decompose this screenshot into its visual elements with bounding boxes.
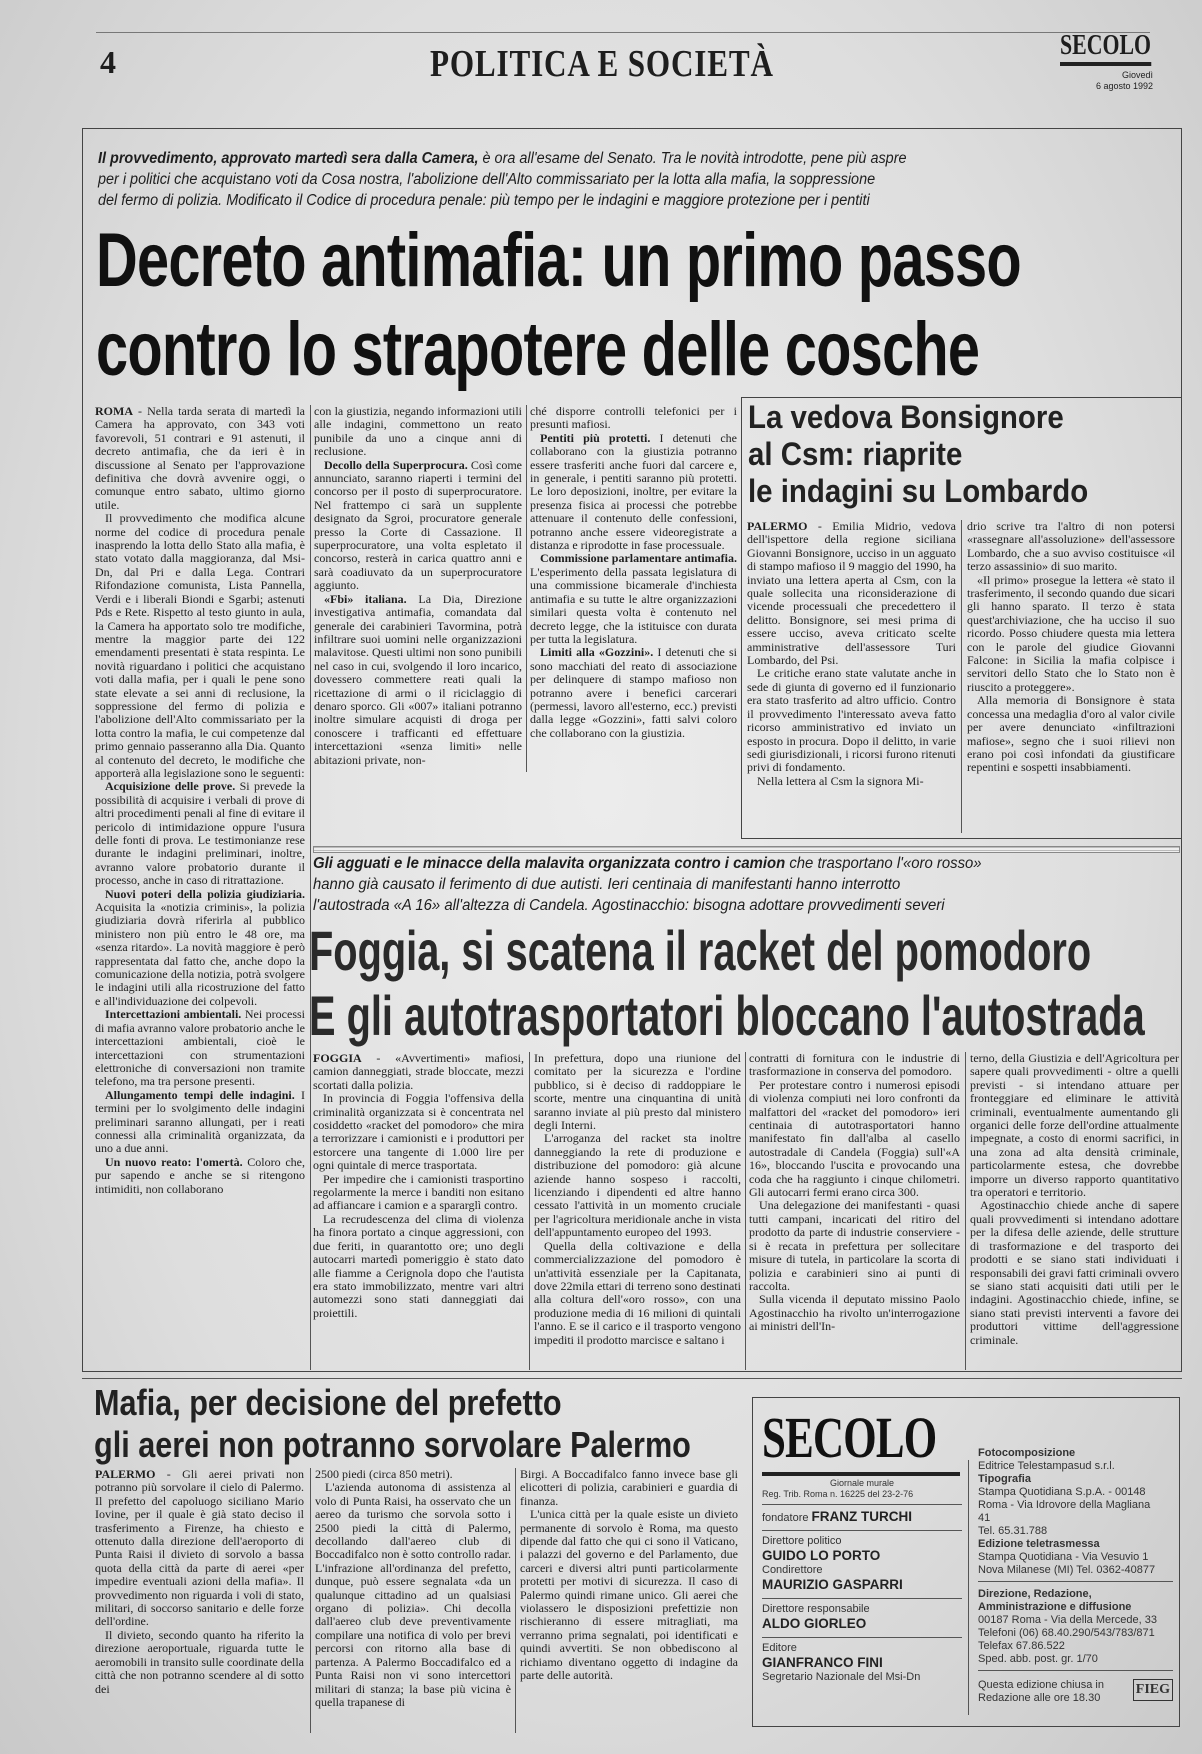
- foggia-column-4: [970, 1052, 1179, 1370]
- paragraph-lead: Limiti alla «Gozzini».: [540, 645, 654, 660]
- paragraph: [967, 574, 1175, 695]
- paragraph: [967, 694, 1175, 774]
- paragraph-text: In prefettura, dopo una riunione del comitato per la sicurezza e l'ordine pubblico, si è deciso di raddoppiare le scorte, mentre una cinquantina di unità saranno inviate al più presto dal ministero degli Interni.: [534, 1052, 741, 1133]
- bonsignore-column-1: [747, 520, 956, 833]
- paragraph: [749, 1293, 960, 1333]
- staff-responsible-director: [762, 1599, 962, 1638]
- colophon-logo: SECOLO: [762, 1405, 937, 1470]
- paragraph-text: ché disporre controlli telefonici per i presunti mafiosi.: [530, 405, 737, 432]
- kicker-line: che trasportano l'«oro rosso»: [785, 855, 982, 872]
- staff-founder: [762, 1505, 962, 1531]
- paragraph: [95, 405, 305, 512]
- staff-name: ALDO GIORLEO: [762, 1616, 867, 1631]
- headline-line: La vedova Bonsignore: [748, 399, 1064, 435]
- paragraph: [313, 1092, 524, 1172]
- headline-line: gli aerei non potranno sorvolare Palermo: [94, 1424, 691, 1465]
- palermo-column-1: [95, 1468, 304, 1733]
- paragraph-text: La recrudescenza del clima di violenza ha finora portato a cinque aggressioni, con due feriti, in quarantotto ore; uno degli autocarri martedì pomeriggio è stato dato alle fiamme a Cerignola dopo che l'autista era stato immobilizzato, mentre vari altri automezzi sono stati danneggiati dai proiettili.: [313, 1211, 524, 1320]
- page-number: 4: [100, 44, 116, 80]
- paragraph-lead: FOGGIA: [313, 1052, 362, 1065]
- column-divider: [515, 1468, 516, 1733]
- credit-offices: [978, 1582, 1173, 1671]
- paragraph-text: Si prevede la possibilità di acquisire i verbali di prove di altri procedimenti penali al fine di evitare il pericolo di intimidazione oppure l'usura delle fonti di prova. Le testimonianze rese durante le indagini preliminari, inoltre, avranno valore probatorio durante il processo, anche in caso di ritrattazione.: [95, 779, 305, 888]
- kicker-line: è ora all'esame del Senato. Tra le novità introdotte, pene più aspre: [478, 150, 907, 167]
- credit-line: Tel. 65.31.788: [978, 1525, 1048, 1537]
- paragraph-text: con la giustizia, negando informazioni utili alle indagini, commettono un reato punibile da uno a cinque anni di reclusione.: [314, 405, 522, 459]
- paragraph-lead: PALERMO: [95, 1468, 156, 1481]
- staff-name: MAURIZIO GASPARRI: [762, 1577, 903, 1592]
- credit-title: Edizione teletrasmessa: [978, 1538, 1100, 1550]
- paragraph-text: Alla memoria di Bonsignore è stata concessa una medaglia d'oro al valor civile per avere denunciato «infiltrazioni mafiose», segno che i suoi rilievi non erano poi così infondati da giustificare repentini e sospetti insabbiamenti.: [967, 693, 1175, 775]
- paragraph: [530, 432, 737, 553]
- paragraph-text: Nei processi di mafia avranno valore probatorio anche le intercettazioni ambientali, cioè le intercettazioni con strumentazioni elettroniche di conversazioni non tramite telefono, ma tra persone presenti.: [95, 1007, 305, 1089]
- paragraph: [970, 1052, 1179, 1199]
- paragraph-lead: Commissione parlamentare antimafia.: [540, 551, 737, 566]
- staff-political-director: [762, 1531, 962, 1599]
- paragraph: [95, 1468, 304, 1629]
- paragraph-text: «Il primo» prosegue la lettera «è stato il trasferimento, il secondo quando due sicari gli hanno sparato. Il terzo è stata quest'archiviazione, che ha ucciso il suo ricordo. Posso chiudere questa mia lettera con le parole del giudice Giovanni Falcone: in Sicilia la mafia colpisce i servitori dello Stato che lo Stato non è riuscito a proteggere».: [967, 572, 1175, 694]
- staff-note: Segretario Nazionale del Msi-Dn: [762, 1671, 921, 1683]
- kicker-line: hanno già causato il ferimento di due autisti. Ieri centinaia di manifestanti hanno interrotto: [313, 876, 901, 893]
- foggia-column-2: [534, 1052, 741, 1370]
- credit-title: Direzione, Redazione, Amministrazione e diffusione: [978, 1588, 1132, 1613]
- paragraph: [95, 1008, 305, 1088]
- colophon-left: [762, 1404, 962, 1684]
- paragraph-text: - «Avvertimenti» mafiosi, camion danneggiati, strade bloccate, mezzi scortati dalla polizia.: [313, 1052, 524, 1092]
- top-rule: [96, 32, 1150, 33]
- paragraph-text: I termini per lo svolgimento delle indagini preliminari saranno allungati, per i reati connessi alla criminalità organizzata, da uno a due anni.: [95, 1087, 305, 1156]
- paragraph-text: Così come annunciato, saranno riaperti i termini del concorso per il posto di superprocuratore. Nel frattempo ci sarà un supplente designato da Sgroi, procuratore generale presso la Corte di Cassazione. Il superprocuratore, una volta espletato il concorso, resterà in carica quattro anni e sarà coadiuvato da un superprocuratore aggiunto.: [314, 457, 522, 593]
- paragraph-text: Una delegazione dei manifestanti - quasi tutti campani, incaricati del ritiro del prodotto da parte di industrie conserviere - si è recata in prefettura per sollecitare misure di tutela, in particolare la scorta di polizia e carabinieri sino ai punti di raccolta.: [749, 1198, 960, 1293]
- credit-title: Tipografia: [978, 1473, 1031, 1485]
- logo-underline: [762, 1472, 960, 1476]
- headline-line: contro lo strapotere delle cosche: [96, 307, 980, 392]
- paragraph: [749, 1199, 960, 1293]
- closing-note: [978, 1671, 1173, 1705]
- paragraph-text: Agostinacchio chiede anche di sapere quali provvedimenti si intendano adottare per la difesa delle aziende, delle strutture di trasformazione e del trasporto dei prodotti e se siano stati individuati i responsabili dei gravi fatti criminali ovvero se siano stati acquisiti dati utili per le indagini. Agostinacchio chiede, infine, se siano stati previsti interventi a favore dei produttori vittime dell'aggressione criminale.: [970, 1198, 1179, 1347]
- lead-column-2: [314, 405, 522, 772]
- credit-line: Sped. abb. post. gr. 1/70: [978, 1653, 1098, 1665]
- paragraph-text: Nella lettera al Csm la signora Mi-: [757, 773, 924, 788]
- staff-role: Editore: [762, 1642, 797, 1654]
- palermo-column-3: [520, 1468, 738, 1733]
- kicker-line: del fermo di polizia. Modificato il Codice di procedura penale: più tempo per le indagini e maggiore protezione per i pentiti: [98, 192, 870, 209]
- paragraph-lead: Acquisizione delle prove.: [105, 779, 236, 794]
- paragraph-text: L'esperimento della passata legislatura di una commissione bicamerale d'inchiesta antimafia e su tutte le altre organizzazioni similari questa volta è contenuto nel decreto legge, che la istituisce con durata per tutta la legislatura.: [530, 564, 737, 646]
- kicker-lead: Gli agguati e le minacce della malavita organizzata contro i camion: [313, 855, 786, 872]
- colophon-subtitle: Giornale murale: [829, 1478, 895, 1488]
- paragraph-text: - Nella tarda serata di martedì la Camera ha approvato, con 343 voti favorevoli, 51 contrari e 91 astenuti, il decreto antimafia, che da ieri è in discussione al Senato per l'approvazione definitiva che dovrà avvenire oggi, o comunque entro sabato, ultimo giorno utile.: [95, 405, 305, 512]
- weekday: Giovedì: [1121, 70, 1153, 80]
- credit-line: Telefax 67.86.522: [978, 1640, 1065, 1652]
- paragraph: [747, 520, 956, 667]
- credit-line: 41: [978, 1512, 991, 1524]
- paragraph-text: In provincia di Foggia l'offensiva della criminalità organizzata si è concentrata nel cosiddetto «racket del pomodoro» che mira a terrorizzare i camionisti e i produttori per estorcere una tangente di 1.000 lire per ogni quintale di merce trasportata.: [313, 1091, 524, 1173]
- paragraph: [95, 1089, 305, 1156]
- paragraph: [314, 405, 522, 459]
- kicker-lead: Il provvedimento, approvato martedì sera dalla Camera,: [98, 150, 479, 167]
- bonsignore-column-2: [967, 520, 1175, 833]
- paragraph-text: - Emilia Midrio, vedova dell'ispettore della regione siciliana Giovanni Bonsignore, ucciso in un agguato di stampo mafioso il 9 maggio del 1990, ha inviato una lettera aperta al Csm, con la quale sollecita una riconsiderazione di vicende processuali che precedettero il delitto. Bonsignore, sei mesi prima di essere ucciso, aveva criticato scelte amministrative dell'assessore Turi Lombardo, del Psi.: [747, 520, 956, 668]
- paragraph-lead: «Fbi» italiana.: [324, 591, 407, 606]
- paragraph-text: I detenuti che collaborano con la giustizia potranno essere trasferiti anche fuori dal carcere e, in generale, i pentiti saranno più protetti. Le loro deposizioni, inoltre, per evitare la presenza fisica ai processi che potrebbe attenuare il contenuto delle confessioni, potranno anche essere videoregistrate a distanza e riprodotte in fase processuale.: [530, 430, 737, 553]
- kicker-line: l'autostrada «A 16» all'altezza di Candela. Agostinacchio: bisogna adottare provvedimenti severi: [313, 897, 945, 914]
- column-divider: [310, 1468, 311, 1733]
- separator-band: [313, 846, 1180, 853]
- paragraph-lead: ROMA: [95, 405, 133, 418]
- paragraph-text: drio scrive tra l'altro di non potersi «rassegnare all'assoluzione» dell'assessore Lombardo, che a suo avviso costituisce «il terzo assassinio» di suo marito.: [967, 520, 1175, 574]
- staff-role: fondatore: [762, 1512, 809, 1524]
- section-rule: [82, 1378, 1182, 1379]
- paragraph-text: terno, della Giustizia e dell'Agricoltura per sapere quali provvedimenti - oltre a quelli previsti - si intendano attuare per fronteggiare ed eliminare le attività criminali, eventualmente aumentando gli organici delle forze dell'ordine attualmente impegnate, a costo di enormi sacrifici, in una zona ad alta densità criminale, particolarmente estesa, che dovrebbe imporre un diverso rapporto quantitativo tra operatori e territorio.: [970, 1052, 1179, 1200]
- column-divider: [529, 1052, 530, 1370]
- credit-line: Telefoni (06) 68.40.290/543/783/871: [978, 1627, 1155, 1639]
- paragraph: [534, 1132, 741, 1239]
- staff-name: GIANFRANCO FINI: [762, 1655, 883, 1670]
- closing-text: [978, 1679, 1104, 1705]
- paragraph: [315, 1481, 511, 1709]
- foggia-column-1: [313, 1052, 524, 1370]
- paragraph-text: L'unica città per la quale esiste un divieto permanente di sorvolo è Roma, ma questo dipende dal fatto che qui ci sono il Vaticano, i palazzi del governo e del Parlamento, due carceri e diversi altri punti particolarmente protetti per motivi di sicurezza. Il caso di Palermo quindi rimane unico. Gli aerei che violassero le disposizioni prefettizie non rischieranno di essere mitragliati, ma verranno prima segnalati, poi identificati e quindi avvertiti. Se non obbediscono al richiamo diventano oggetto di indagine da parte delle autorità.: [520, 1507, 738, 1683]
- paragraph: [520, 1468, 738, 1508]
- paragraph: [747, 775, 956, 788]
- paragraph-text: 2500 piedi (circa 850 metri).: [315, 1468, 453, 1481]
- paragraph-text: Sulla vicenda il deputato missino Paolo Agostinacchio ha rivolto un'interrogazione ai ministri dell'In-: [749, 1292, 960, 1334]
- paragraph: [314, 593, 522, 767]
- paragraph: [315, 1468, 511, 1481]
- paragraph: [749, 1052, 960, 1079]
- column-divider: [526, 405, 527, 772]
- paragraph: [520, 1508, 738, 1682]
- credit-printing: [978, 1473, 1173, 1538]
- paragraph-lead: Nuovi poteri della polizia giudiziaria.: [105, 886, 305, 901]
- paragraph-text: Per protestare contro i numerosi episodi di violenza compiuti nei loro confronti da malfattori del «racket del pomodoro» ieri centinaia di autotrasportatori hanno manifestato fin dall'alba al casello autostradale di Candela (Foggia) sull'«A 16», bloccando l'uscita e provocando una coda che ha raggiunto i cinque chilometri. Gli autocarri fermi erano circa 300.: [749, 1077, 960, 1200]
- staff-role: Direttore responsabile: [762, 1603, 870, 1615]
- lead-column-3: [530, 405, 737, 772]
- paragraph-text: L'azienda autonoma di assistenza al volo di Punta Raisi, ha osservato che un aereo da turismo che sorvola sotto i 2500 piedi la città di Palermo, decollando dall'aereo club di Boccadifalco non è sotto controllo radar. L'infrazione all'ordinanza del prefetto, dunque, può essere segnalata «da un qualunque cittadino ad un qualsiasi organo di polizia». Chi decolla dall'aereo club deve preventivamente compilare una notifica di volo per brevi percorsi con ritorno alla base di partenza. A Palermo Boccadifalco ed a Punta Raisi non vi sono intercettori militari di stanza; la base più vicina è quella trapanese di: [315, 1480, 511, 1709]
- paragraph-lead: Decollo della Superprocura.: [324, 457, 468, 472]
- paragraph: [95, 1629, 304, 1696]
- colophon-registration: Reg. Trib. Roma n. 16225 del 23-2-76: [762, 1489, 962, 1505]
- foggia-column-3: [749, 1052, 960, 1370]
- section-title: POLITICA E SOCIETÀ: [430, 43, 774, 85]
- paragraph-lead: Pentiti più protetti.: [540, 430, 651, 445]
- paragraph: [313, 1213, 524, 1320]
- staff-name: FRANZ TURCHI: [811, 1509, 913, 1524]
- lead-headline: [96, 216, 1021, 394]
- headline-line: le indagini su Lombardo: [748, 473, 1089, 509]
- paragraph: [747, 667, 956, 774]
- colophon-right: [978, 1447, 1173, 1705]
- paragraph-text: Acquisita la «notizia criminis», la polizia giudiziaria dovrà riferirla al pubblico ministero non più entro le 48 ore, ma «senza ritardo». La novità maggiore è però rappresentata dal fatto che, anche dopo la comunicazione della notizia, potrà svolgere le indagini utili alla ricostruzione del fatto e all'individuazione dei colpevoli.: [95, 900, 305, 1008]
- credit-line: 00187 Roma - Via della Mercede, 33: [978, 1614, 1157, 1626]
- credit-line: Nova Milanese (MI) Tel. 0362-40877: [978, 1564, 1156, 1576]
- credit-line: Roma - Via Idrovore della Magliana: [978, 1499, 1151, 1511]
- paragraph-text: contratti di fornitura con le industrie di trasformazione in conserva del pomodoro.: [749, 1052, 960, 1079]
- lead-column-1: [95, 405, 305, 1370]
- paragraph-text: Birgi. A Boccadifalco fanno invece base gli elicotteri di polizia, carabinieri e guardia di finanza.: [520, 1468, 738, 1508]
- paragraph: [534, 1240, 741, 1347]
- masthead-logo: SECOLO: [1060, 30, 1151, 66]
- paragraph: [313, 1173, 524, 1213]
- paragraph: [95, 780, 305, 887]
- paragraph-lead: PALERMO: [747, 520, 808, 533]
- paragraph: [967, 520, 1175, 574]
- paragraph-text: Quella della coltivazione e della commercializzazione del pomodoro è un'attività essenziale per la Capitanata, dove 22mila ettari di terreno sono destinati alla coltura dell'«oro rosso», con una produzione media di 16 milioni di quintali l'anno. E se il carico e il trasporto vengono impediti il prodotto marcisce e saltano i: [534, 1238, 741, 1347]
- credit-line: Redazione alle ore 18.30: [978, 1692, 1101, 1704]
- lead-kicker: [98, 148, 907, 211]
- credit-typesetting: [978, 1447, 1173, 1473]
- headline-line: Mafia, per decisione del prefetto: [94, 1382, 562, 1423]
- fieg-logo: FIEG: [1133, 1679, 1173, 1701]
- paragraph: [95, 888, 305, 1009]
- headline-line: al Csm: riaprite: [748, 436, 963, 472]
- kicker-line: per i politici che acquistano voti da Cosa nostra, l'abolizione dell'Alto commissariato per la lotta alla mafia, la soppressione: [98, 171, 876, 188]
- staff-role: Direttore politico: [762, 1535, 842, 1547]
- paragraph-text: Coloro che, pur sapendo e anche se si ritengono intimiditi, non collaborano: [95, 1154, 305, 1196]
- paragraph: [314, 459, 522, 593]
- credit-line: Editrice Telestampasud s.r.l.: [978, 1460, 1115, 1472]
- staff-role: Condirettore: [762, 1564, 823, 1576]
- column-divider: [961, 520, 962, 833]
- staff-publisher: [762, 1638, 962, 1684]
- paragraph-text: Il divieto, secondo quanto ha riferito la direzione aeroportuale, riguarda tutte le aeromobili in transito sulle coordinate della città che non potranno scendere al di sotto dei: [95, 1627, 304, 1696]
- paragraph: [313, 1052, 524, 1092]
- date: 6 agosto 1992: [1095, 81, 1153, 91]
- paragraph: [534, 1052, 741, 1132]
- paragraph-text: La Dia, Direzione investigativa antimafia, comandata dal generale dei carabinieri Tavormina, potrà infiltrare suoi uomini nelle organizzazioni malavitose. Questi ultimi non sono punibili nel caso in cui, svolgendo il loro incarico, dovessero commettere reati quali la ricettazione di armi o il riciclaggio di denaro sporco. Gli «007» italiani potranno inoltre simulare acquisti di droga per conoscere i trafficanti ed effettuare intercettazioni «senza limiti» nelle abitazioni private, non-: [314, 591, 522, 767]
- headline-line: E gli autotrasportatori bloccano l'autostrada: [309, 984, 1145, 1047]
- foggia-headline: [309, 918, 1145, 1048]
- paragraph: [970, 1199, 1179, 1346]
- paragraph-text: L'arroganza del racket sta inoltre danneggiando la rete di produzione e distribuzione del pomodoro: già alcune aziende hanno sospeso i raccolti, licenziando i dipendenti ed altre hanno cessato l'attività in un momento cruciale per l'agricoltura meridionale anche in vista dell'appuntamento europeo del 1993.: [534, 1131, 741, 1240]
- credit-line: Stampa Quotidiana S.p.A. - 00148: [978, 1486, 1146, 1498]
- column-divider: [745, 1052, 746, 1370]
- palermo-headline: [94, 1382, 691, 1466]
- headline-line: Foggia, si scatena il racket del pomodoro: [309, 919, 1092, 982]
- paragraph: [530, 405, 737, 432]
- paragraph-lead: Intercettazioni ambientali.: [105, 1007, 242, 1022]
- bonsignore-headline: [748, 399, 1088, 510]
- credit-line: Questa edizione chiusa in: [978, 1679, 1104, 1691]
- paragraph-lead: Allungamento tempi delle indagini.: [105, 1087, 295, 1102]
- paragraph: [749, 1079, 960, 1200]
- credit-title: Fotocomposizione: [978, 1447, 1076, 1459]
- staff-name: GUIDO LO PORTO: [762, 1548, 881, 1563]
- paragraph-lead: Un nuovo reato: l'omertà.: [105, 1154, 243, 1169]
- headline-line: Decreto antimafia: un primo passo: [96, 218, 1021, 303]
- paragraph-text: I detenuti che si sono macchiati del reato di associazione per delinquere di stampo mafioso non potranno avere i benefici carcerari (permessi, lavoro all'esterno, ecc.) previsti dalla legge «Gozzini», fatti salvi coloro che collaborano con la giustizia.: [530, 645, 737, 740]
- paragraph-text: Il provvedimento che modifica alcune norme del codice di procedura penale inasprendo la lotta dello Stato alla mafia, è stato votato dalla maggioranza, dal Msi-Dn, dal Pri e dalla Lega. Contrari Rifondazione comunista, Lista Pannella, Verdi e i liberali Biondi e Sgarbi; astenuti Pds e Rete. Rispetto al testo giunto in aula, la Camera ha apportato solo tre modifiche, mentre la maggior parte dei 122 emendamenti presentati è stata respinta. Le novità riguardano i politici che acquistano voti dalla mafia, per i quali le pene sono state elevate a sei anni di reclusione, la soppressione del fermo di polizia e l'abolizione dell'Alto commissariato per la lotta contro la mafia, le cui competenze dal primo gennaio passeranno alla Dia. Quanto al contenuto del decreto, le modifiche che apporterà alla legislazione sono le seguenti:: [95, 511, 305, 780]
- paragraph: [530, 552, 737, 646]
- credit-line: Stampa Quotidiana - Via Vesuvio 1: [978, 1551, 1149, 1563]
- column-divider: [965, 1052, 966, 1370]
- paragraph-text: - Gli aerei privati non potranno più sorvolare il cielo di Palermo. Il prefetto del capoluogo siciliano Mario Iovine, per il quale è già stato deciso il trasferimento a Firenze, ha chiesto e ottenuto dalla direzione dell'aeroporto di Punta Raisi il divieto di sorvolo a bassa quota della città da parte di aerei «per impedire eventuali azioni della mafia». Il provvedimento non riguarda i voli di stato, militari, di soccorso sanitario e delle forze dell'ordine.: [95, 1468, 304, 1629]
- credit-teletransmission: [978, 1538, 1173, 1582]
- paragraph-text: Le critiche erano state valutate anche in sede di giunta di governo ed il funzionario era stato trasferito ad altro ufficio. Contro il provvedimento l'interessato aveva fatto ricorso amministrativo ed inviato un esposto in procura. Dopo il delitto, in varie sedi giurisdizionali, i ricorsi furono ritenuti privi di fondamento.: [747, 666, 956, 775]
- paragraph: [95, 1156, 305, 1196]
- issue-date: [1065, 70, 1153, 92]
- paragraph-text: Per impedire che i camionisti trasportino regolarmente la merce i banditi non esitano ad affiancare i camion e a spararglì contro.: [313, 1171, 524, 1213]
- column-divider: [310, 405, 311, 1370]
- column-divider: [968, 1460, 969, 1715]
- palermo-column-2: [315, 1468, 511, 1733]
- foggia-kicker: [313, 853, 982, 916]
- paragraph: [530, 646, 737, 740]
- paragraph: [95, 512, 305, 780]
